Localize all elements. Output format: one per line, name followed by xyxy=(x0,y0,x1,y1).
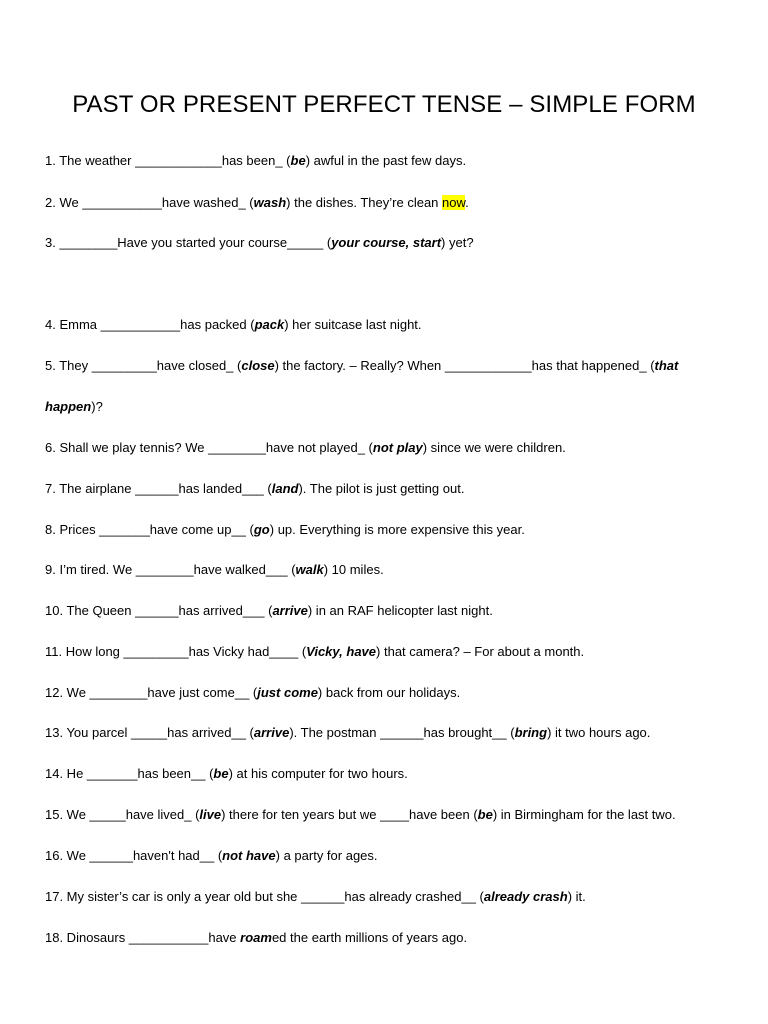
exercise-3-text-end: ) yet? xyxy=(441,235,474,250)
exercise-7-verb: land xyxy=(271,481,299,496)
exercise-7 xyxy=(45,481,464,497)
exercise-15 xyxy=(45,807,676,823)
exercise-5 xyxy=(45,358,678,374)
exercise-14-verb: be xyxy=(213,766,229,781)
exercise-6-text: 6. Shall we play tennis? We ________have not played_ ( xyxy=(45,440,373,455)
exercise-4 xyxy=(45,317,422,333)
exercise-4-text-end: ) her suitcase last night. xyxy=(284,317,422,332)
exercise-8-text: 8. Prices _______have come up__ ( xyxy=(45,522,254,537)
exercise-9-verb: walk xyxy=(295,562,324,577)
exercise-1 xyxy=(45,153,466,169)
exercise-15-text: 15. We _____have lived_ ( xyxy=(45,807,200,822)
exercise-5-continued xyxy=(45,399,103,415)
exercise-1-text: 1. The weather ____________has been_ ( xyxy=(45,153,291,168)
exercise-3-verb: your course, start xyxy=(331,235,442,250)
exercise-11 xyxy=(45,644,584,660)
exercise-9-text: 9. I’m tired. We ________have walked___ ( xyxy=(45,562,296,577)
exercise-11-text-end: ) that camera? – For about a month. xyxy=(376,644,585,659)
exercise-13-text: 13. You parcel _____has arrived__ ( xyxy=(45,725,254,740)
exercise-7-text: 7. The airplane ______has landed___ ( xyxy=(45,481,272,496)
exercise-15-verb-2: be xyxy=(477,807,493,822)
exercise-1-verb: be xyxy=(290,153,306,168)
exercise-5-text-end: )? xyxy=(91,399,103,414)
exercise-12-text-end: ) back from our holidays. xyxy=(317,685,461,700)
exercise-5-text-mid: ) the factory. – Really? When ____________has that happened_ ( xyxy=(274,358,655,373)
exercise-7-text-end: ). The pilot is just getting out. xyxy=(298,481,465,496)
exercise-5-text: 5. They _________have closed_ ( xyxy=(45,358,242,373)
exercise-5-verb-3: happen xyxy=(45,399,92,414)
exercise-10-text-end: ) in an RAF helicopter last night. xyxy=(307,603,493,618)
exercise-18 xyxy=(45,930,467,946)
exercise-18-text-end: ed the earth millions of years ago. xyxy=(271,930,468,945)
exercise-12 xyxy=(45,685,460,701)
exercise-13-text-mid: ). The postman ______has brought__ ( xyxy=(289,725,515,740)
exercise-8-verb: go xyxy=(253,522,270,537)
exercise-4-text: 4. Emma ___________has packed ( xyxy=(45,317,255,332)
exercise-4-verb: pack xyxy=(254,317,285,332)
page-title: PAST OR PRESENT PERFECT TENSE – SIMPLE FORM xyxy=(72,91,696,118)
exercise-11-text: 11. How long _________has Vicky had____ ( xyxy=(45,644,307,659)
exercise-13-verb: arrive xyxy=(253,725,290,740)
exercise-16 xyxy=(45,848,378,864)
exercise-6-text-end: ) since we were children. xyxy=(422,440,566,455)
exercise-2-text-mid: ) the dishes. They’re clean xyxy=(286,195,443,210)
exercise-2-highlight: now xyxy=(442,195,466,210)
exercise-12-text: 12. We ________have just come__ ( xyxy=(45,685,258,700)
exercise-2-text: 2. We ___________have washed_ ( xyxy=(45,195,254,210)
exercise-10-verb: arrive xyxy=(272,603,308,618)
exercise-14 xyxy=(45,766,408,782)
exercise-12-verb: just come xyxy=(257,685,318,700)
exercise-3-text: 3. ________Have you started your course_____ ( xyxy=(45,235,332,250)
exercise-17-text-end: ) it. xyxy=(567,889,586,904)
exercise-8 xyxy=(45,522,525,538)
exercise-6 xyxy=(45,440,566,456)
exercise-9-text-end: ) 10 miles. xyxy=(323,562,384,577)
exercise-10 xyxy=(45,603,493,619)
exercise-18-verb: roam xyxy=(240,930,272,945)
exercise-17-verb: already crash xyxy=(483,889,568,904)
exercise-17 xyxy=(45,889,586,905)
exercise-13 xyxy=(45,725,650,741)
exercise-15-text-mid: ) there for ten years but we ____have been ( xyxy=(221,807,478,822)
exercise-1-text-end: ) awful in the past few days. xyxy=(305,153,467,168)
exercise-8-text-end: ) up. Everything is more expensive this year. xyxy=(269,522,525,537)
exercise-6-verb: not play xyxy=(372,440,423,455)
exercise-5-verb: close xyxy=(241,358,275,373)
exercise-2 xyxy=(45,195,469,211)
exercise-17-text: 17. My sister’s car is only a year old but she ______has already crashed__ ( xyxy=(45,889,484,904)
exercise-15-text-end: ) in Birmingham for the last two. xyxy=(492,807,676,822)
exercise-3 xyxy=(45,235,474,251)
exercise-16-text-end: ) a party for ages. xyxy=(275,848,378,863)
exercise-14-text-end: ) at his computer for two hours. xyxy=(228,766,408,781)
exercise-16-text: 16. We ______haven't had__ ( xyxy=(45,848,223,863)
exercise-18-text: 18. Dinosaurs ___________have xyxy=(45,930,241,945)
exercise-14-text: 14. He _______has been__ ( xyxy=(45,766,214,781)
exercise-13-text-end: ) it two hours ago. xyxy=(547,725,651,740)
exercise-15-verb: live xyxy=(199,807,222,822)
exercise-9 xyxy=(45,562,384,578)
exercise-5-verb-2: that xyxy=(654,358,679,373)
exercise-10-text: 10. The Queen ______has arrived___ ( xyxy=(45,603,273,618)
exercise-13-verb-2: bring xyxy=(514,725,548,740)
exercise-2-text-end: . xyxy=(465,195,469,210)
exercise-2-verb: wash xyxy=(253,195,287,210)
exercise-16-verb: not have xyxy=(222,848,276,863)
exercise-11-verb: Vicky, have xyxy=(306,644,377,659)
